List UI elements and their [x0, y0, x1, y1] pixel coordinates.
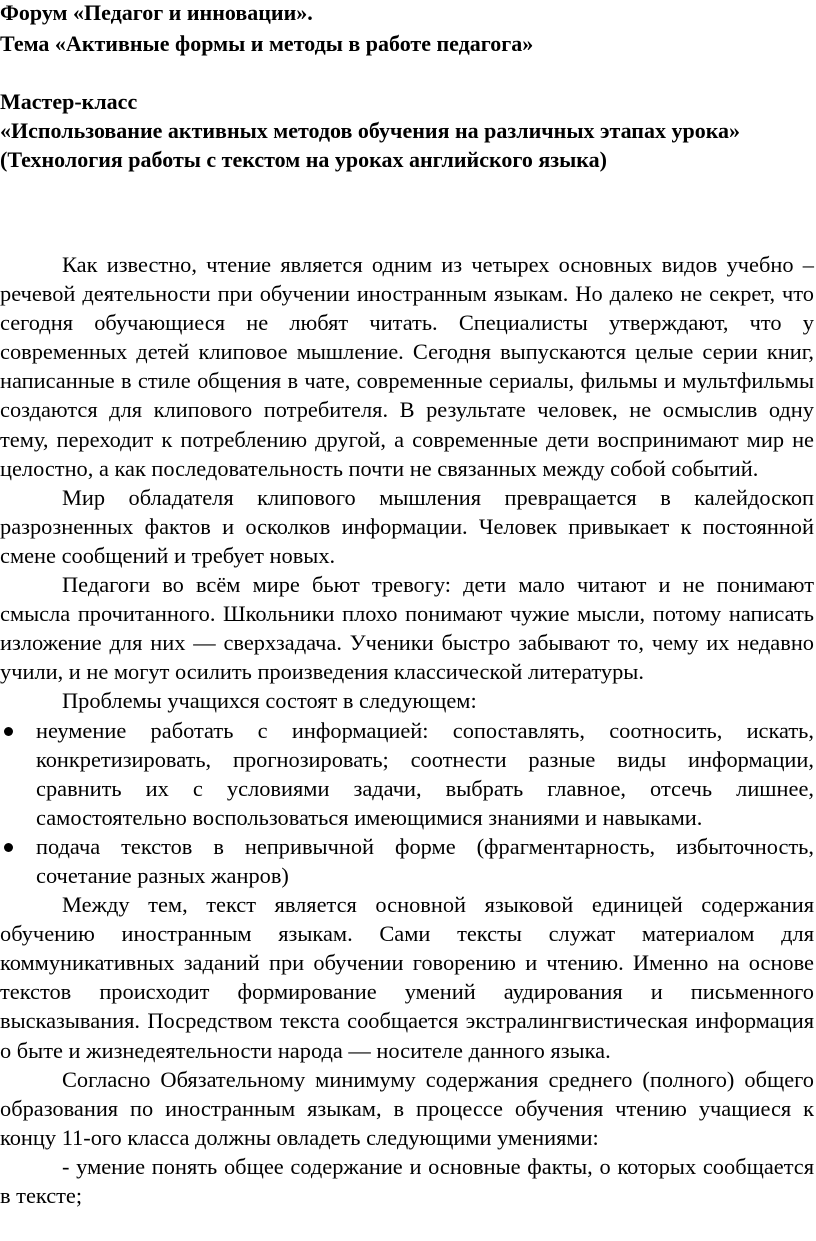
masterclass-subtitle: (Технология работы с текстом на уроках английского языка) — [0, 147, 607, 172]
list-item-text: подача текстов в непривычной форме (фрагментарность, избыточность, сочетание разных жанров) — [36, 833, 814, 888]
list-item — [0, 832, 814, 890]
paragraph-problems-intro: Проблемы учащихся состоят в следующем: — [62, 688, 477, 714]
bullet-icon — [4, 843, 13, 852]
body-text — [0, 250, 814, 1210]
theme-line: Тема «Активные формы и методы в работе педагога» — [0, 31, 534, 56]
paragraph-minimum-content: Согласно Обязательному минимуму содержания среднего (полного) общего образования по иностранным языкам, в процессе обучения чтению учащиеся к концу 11-ого класса должны овладеть следующими умениями: — [0, 1066, 814, 1150]
bullet-icon — [4, 727, 13, 736]
paragraph-clip-thinking: Как известно, чтение является одним из четырех основных видов учебно – речевой деятельности при обучении иностранным языкам. Но далеко не секрет, что сегодня обучающиеся не любят читать. Специалисты утверждают, что у современных детей клиповое мышление. Сегодня выпускаются целые серии книг, написанные в стиле общения в чате, современные сериалы, фильмы и мультфильмы создаются для клипового потребителя. В результате человек, не осмыслив одну тему, переходит к потреблению другой, а современные дети воспринимают мир не целостно, а как последовательность почти не связанных между собой событий. — [0, 252, 814, 481]
problems-list — [0, 716, 814, 891]
paragraph-teachers-alarm: Педагоги во всём мире бьют тревогу: дети мало читают и не понимают смысла прочитанного. Школьники плохо понимают чужие мысли, потому написать изложение для них — сверхзадача. Ученики быстро забывают то, чему их недавно учили, и не могут осилить произведения классической литературы. — [0, 572, 814, 685]
paragraph-skill-item: - умение понять общее содержание и основные факты, о которых сообщается в тексте; — [0, 1153, 814, 1208]
forum-line: Форум «Педагог и инновации». — [0, 0, 313, 25]
list-item-text: неумение работать с информацией: сопоставлять, соотносить, искать, конкретизировать, прогнозировать; соотнести разные виды информации, сравнить их с условиями задачи, выбрать главное, отсечь лишнее, самостоятельно воспользоваться имеющимися знаниями и навыками. — [36, 717, 814, 830]
list-item — [0, 716, 814, 832]
masterclass-label: Мастер-класс — [0, 89, 138, 114]
masterclass-title: «Использование активных методов обучения на различных этапах урока» — [0, 118, 741, 143]
paragraph-kaleidoscope: Мир обладателя клипового мышления превращается в калейдоскоп разрозненных фактов и осколков информации. Человек привыкает к постоянной смене сообщений и требует новых. — [0, 484, 814, 568]
paragraph-text-role: Между тем, текст является основной языковой единицей содержания обучению иностранным языкам. Сами тексты служат материалом для коммуникативных заданий при обучении говорению и чтению. Именно на основе текстов происходит формирование умений аудирования и письменного высказывания. Посредством текста сообщается экстралингвистическая информация о быте и жизнедеятельности народа — носителе данного языка. — [0, 892, 814, 1063]
